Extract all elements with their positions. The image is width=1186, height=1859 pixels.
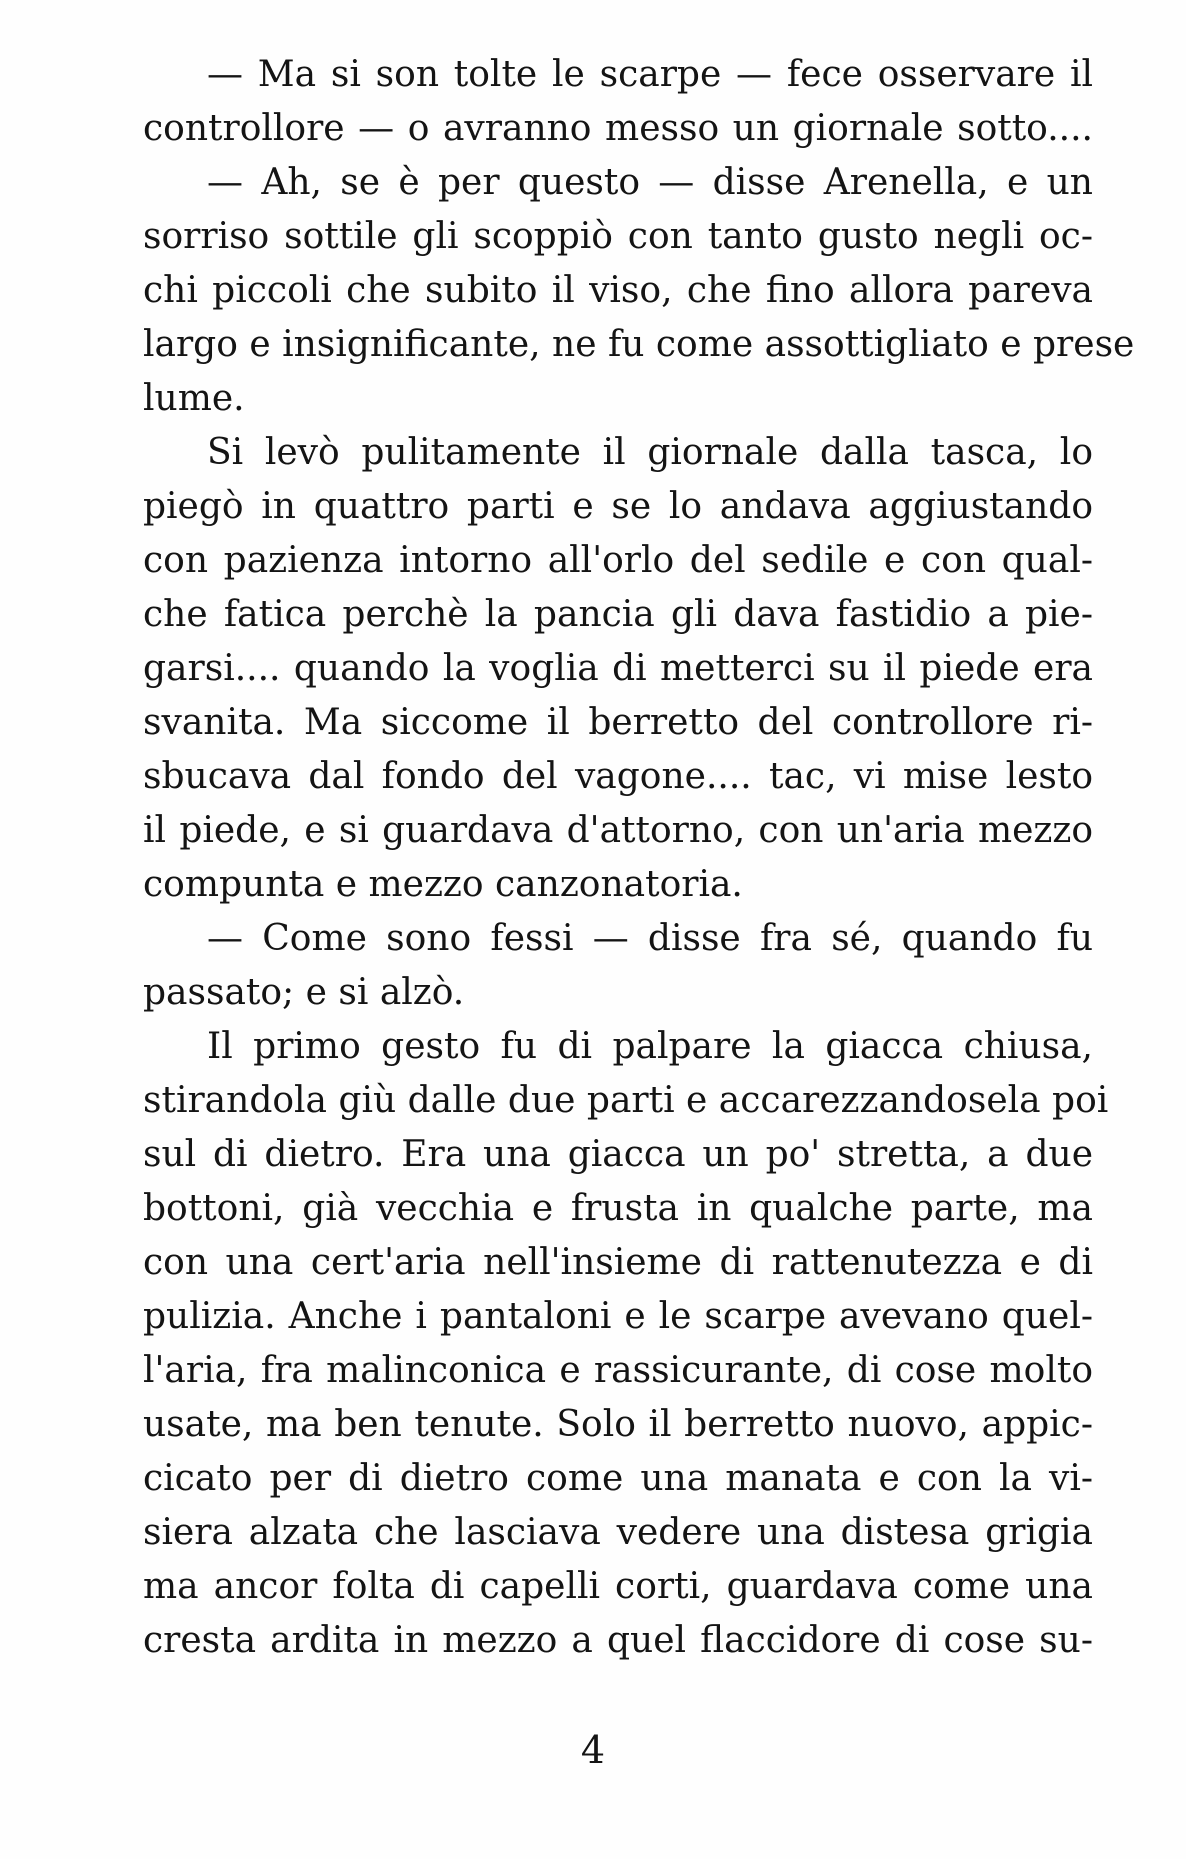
- text-line: svanita. Ma siccome il berretto del controllore ri-: [143, 702, 1093, 743]
- text-line: — Ah, se è per questo — disse Arenella, e un: [207, 162, 1093, 203]
- text-line: Il primo gesto fu di palpare la giacca chiusa,: [207, 1026, 1093, 1067]
- text-line: — Come sono fessi — disse fra sé, quando fu: [207, 918, 1093, 959]
- page-number: 4: [580, 1728, 606, 1772]
- text-line: ma ancor folta di capelli corti, guardava come una: [143, 1566, 1093, 1607]
- text-line: Si levò pulitamente il giornale dalla tasca, lo: [207, 432, 1093, 473]
- text-line: con una cert'aria nell'insieme di rattenutezza e di: [143, 1242, 1093, 1283]
- text-line: siera alzata che lasciava vedere una distesa grigia: [143, 1512, 1093, 1553]
- text-line: chi piccoli che subito il viso, che fino allora pareva: [143, 270, 1093, 311]
- text-line: sul di dietro. Era una giacca un po' stretta, a due: [143, 1134, 1093, 1175]
- text-line: cresta ardita in mezzo a quel flaccidore di cose su-: [143, 1620, 1093, 1661]
- text-line: con pazienza intorno all'orlo del sedile e con qual-: [143, 540, 1093, 581]
- text-line: garsi.... quando la voglia di metterci su il piede era: [143, 648, 1093, 689]
- text-line: pulizia. Anche i pantaloni e le scarpe avevano quel-: [143, 1296, 1093, 1337]
- text-line: largo e insignificante, ne fu come assottigliato e prese: [143, 324, 1135, 365]
- text-line: bottoni, già vecchia e frusta in qualche parte, ma: [143, 1188, 1093, 1229]
- text-line: piegò in quattro parti e se lo andava aggiustando: [143, 486, 1093, 527]
- text-line: il piede, e si guardava d'attorno, con un'aria mezzo: [143, 810, 1093, 851]
- text-line: passato; e si alzò.: [143, 972, 465, 1013]
- text-line: lume.: [143, 378, 245, 419]
- text-line: controllore — o avranno messo un giornale sotto....: [143, 108, 1093, 149]
- text-line: stirandola giù dalle due parti e accarezzandosela poi: [143, 1080, 1109, 1121]
- body-text: [143, 48, 1135, 1668]
- text-line: compunta e mezzo canzonatoria.: [143, 864, 743, 905]
- text-line: che fatica perchè la pancia gli dava fastidio a pie-: [143, 594, 1093, 635]
- text-line: usate, ma ben tenute. Solo il berretto nuovo, appic-: [143, 1404, 1093, 1445]
- text-line: sorriso sottile gli scoppiò con tanto gusto negli oc-: [143, 216, 1093, 257]
- text-line: l'aria, fra malinconica e rassicurante, di cose molto: [143, 1350, 1093, 1391]
- text-line: — Ma si son tolte le scarpe — fece osservare il: [207, 54, 1093, 95]
- text-line: sbucava dal fondo del vagone.... tac, vi mise lesto: [143, 756, 1093, 797]
- text-line: cicato per di dietro come una manata e con la vi-: [143, 1458, 1093, 1499]
